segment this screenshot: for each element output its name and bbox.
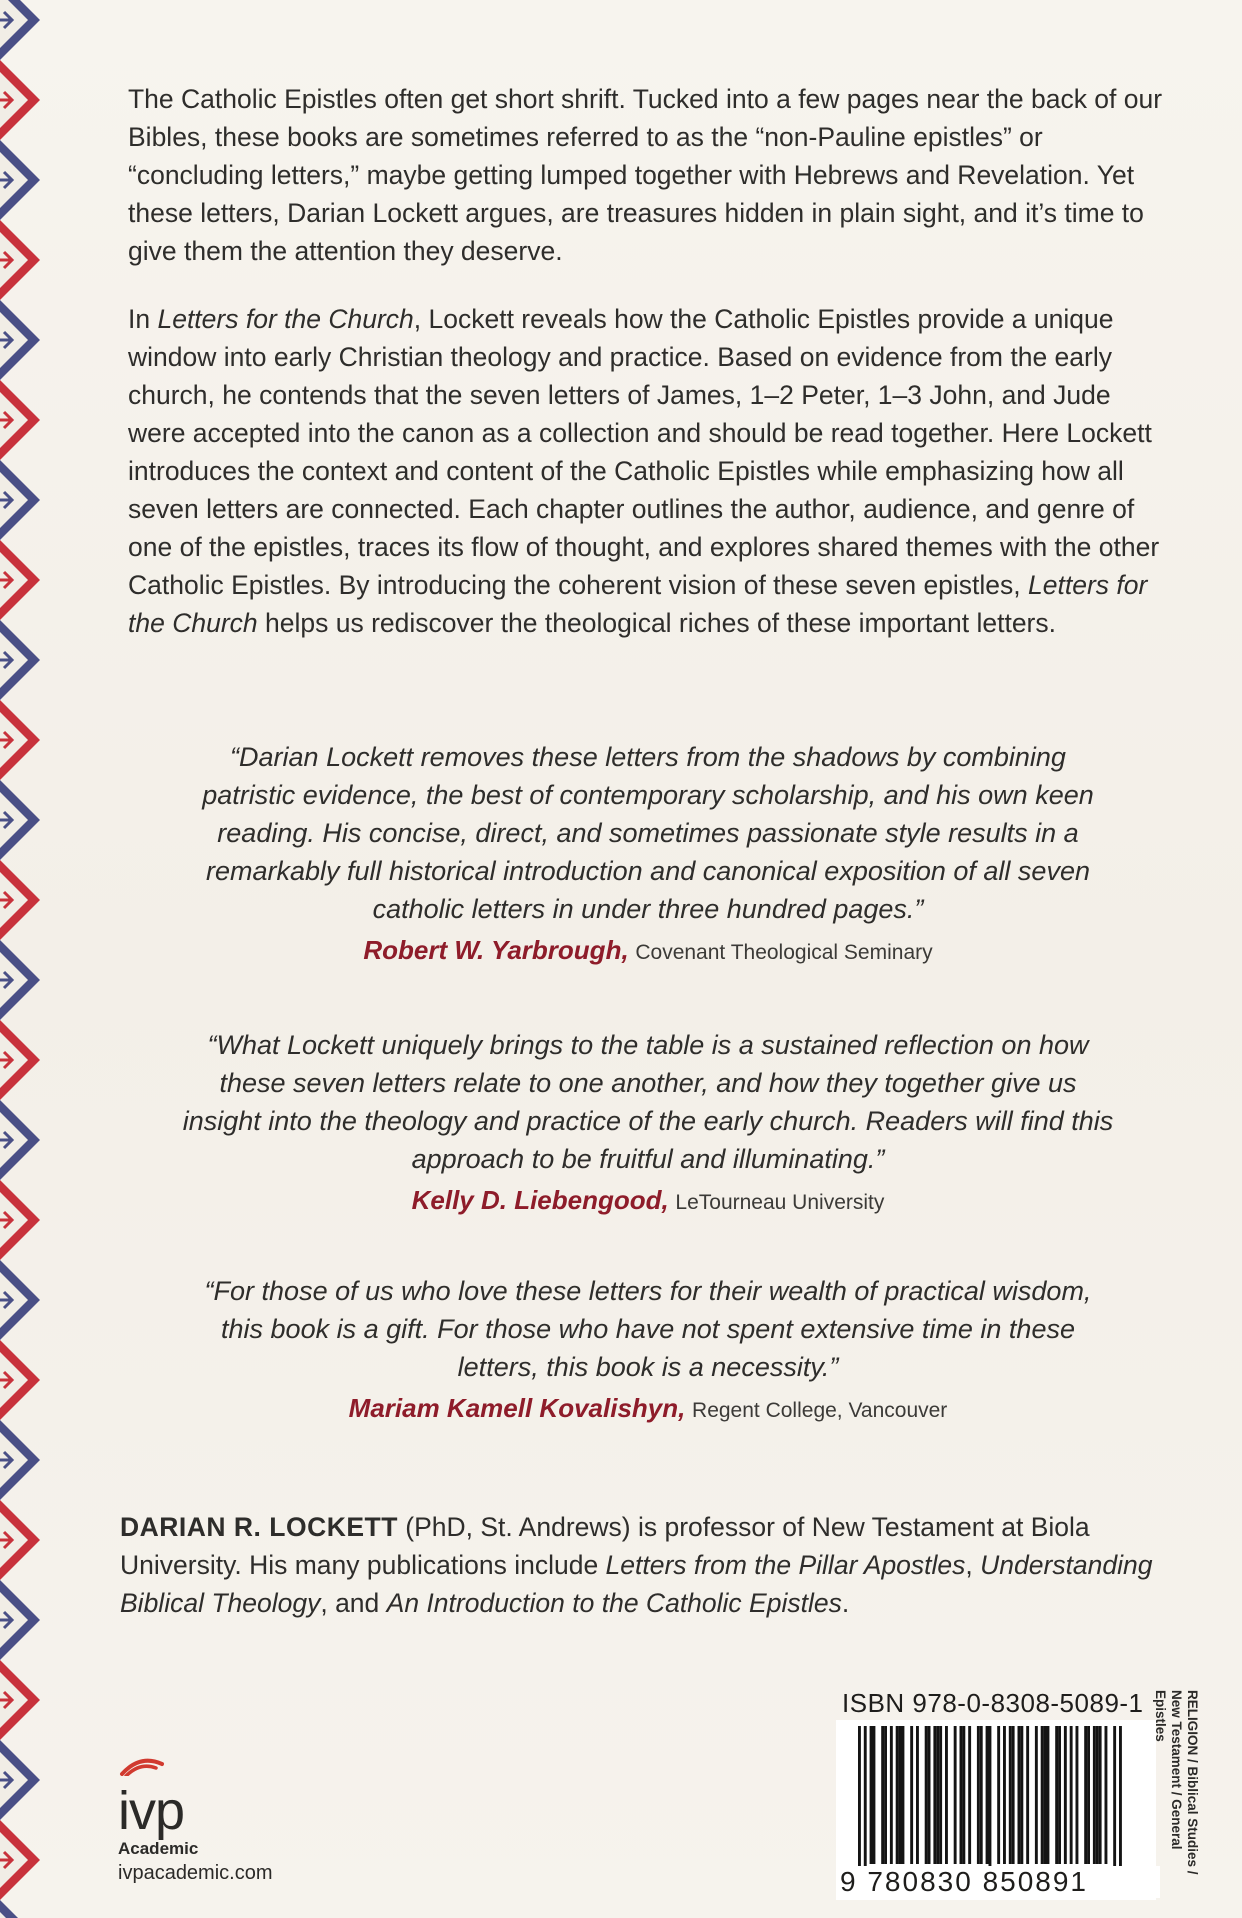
chevron-icon [0, 1900, 40, 1918]
book-title: Letters from the Pillar Apostles [605, 1550, 966, 1580]
bio-text: . [841, 1588, 850, 1618]
endorser-institution: Covenant Theological Seminary [635, 941, 933, 964]
book-title: An Introduction to the Catholic Epistles [386, 1588, 842, 1618]
barcode-bars-icon [836, 1720, 1156, 1870]
endorser-name: Kelly D. Liebengood, [411, 1185, 669, 1215]
publisher-website: ivpacademic.com [118, 1862, 273, 1884]
chevron-icon [0, 780, 40, 860]
description-paragraph-2 [128, 300, 1168, 642]
publisher-logo [118, 1752, 238, 1859]
book-title: Letters for the Church [157, 304, 414, 334]
broadcast-arcs-icon [118, 1752, 168, 1776]
endorsement-quote: “For those of us who love these letters for their wealth of practical wisdom, this book is a gift. For those who have not spent extensive time in these letters, this book is a necessity.” [204, 1276, 1092, 1382]
chevron-icon [0, 1740, 40, 1820]
endorsement [128, 738, 1168, 969]
chevron-icon [0, 700, 40, 780]
chevron-icon [0, 1020, 40, 1100]
chevron-icon [0, 1180, 40, 1260]
subject-category-text: RELIGION / Biblical Studies / New Testament / General Epistles [1153, 1690, 1200, 1875]
chevron-icon [0, 1340, 40, 1420]
chevron-icon [0, 940, 40, 1020]
chevron-border-icon [0, 0, 48, 1918]
bio-text: , and [320, 1588, 387, 1618]
chevron-icon [0, 300, 40, 380]
chevron-icon [0, 860, 40, 940]
chevron-icon [0, 620, 40, 700]
description-text: , Lockett reveals how the Catholic Epistles provide a unique window into early Christian theology and practice. Based on evidence from the early church, he contends that the seven letters of James, 1–2 Peter, 1–3 John, and Jude were accepted into the canon as a collection and should be read together. Here Lockett introduces the context and content of the Catholic Epistles while emphasizing how all seven letters are connected. Each chapter outlines the author, audience, and genre of one of the epistles, traces its flow of thought, and explores shared themes with the other Catholic Epistles. By introducing the coherent vision of these seven epistles, [128, 304, 1160, 600]
endorsement-quote: “Darian Lockett removes these letters from the shadows by combining patristic evidence, the best of contemporary scholarship, and his own keen reading. His concise, direct, and sometimes passionate style results in a remarkably full historical introduction and canonical exposition of all seven catholic letters in under three hundred pages.” [202, 742, 1094, 924]
chevron-icon [0, 140, 40, 220]
endorsement [128, 1026, 1168, 1219]
endorsement [128, 1272, 1168, 1427]
publisher-logo-sub: Academic [118, 1839, 199, 1858]
chevron-icon [0, 220, 40, 300]
description-text: The Catholic Epistles often get short shrift. Tucked into a few pages near the back of our Bibles, these books are sometimes referred to as the “non-Pauline epistles” or “concluding letters,” maybe getting lumped together with Hebrews and Revelation. Yet these letters, Darian Lockett argues, are treasures hidden in plain sight, and it’s time to give them the attention they deserve. [128, 84, 1163, 266]
description-text: In [128, 304, 158, 334]
author-bio [120, 1508, 1170, 1622]
description-text: helps us rediscover the theological riches of these important letters. [257, 608, 1056, 638]
bio-text: , [965, 1550, 981, 1580]
chevron-icon [0, 1580, 40, 1660]
chevron-icon [0, 1100, 40, 1180]
chevron-icon [0, 1500, 40, 1580]
chevron-icon [0, 1660, 40, 1740]
chevron-icon [0, 60, 40, 140]
endorsement-quote: “What Lockett uniquely brings to the table is a sustained reflection on how these seven letters relate to one another, and how they together give us insight into the theology and practice of the early church. Readers will find this approach to be fruitful and illuminating.” [182, 1030, 1114, 1174]
bio-text: (PhD, St. Andrews) is professor of New Testament at Biola University. His many publications include [120, 1512, 1090, 1580]
endorsement-attribution [128, 1392, 1168, 1427]
description-paragraph-1 [128, 80, 1168, 270]
endorser-institution: LeTourneau University [675, 1191, 885, 1214]
isbn-label: ISBN 978-0-8308-5089-1 [842, 1688, 1144, 1718]
chevron-icon [0, 380, 40, 460]
book-title: Understanding Biblical Theology [120, 1550, 1153, 1618]
chevron-icon [0, 540, 40, 620]
endorser-institution: Regent College, Vancouver [692, 1399, 948, 1422]
publisher-logo-word: ivp [118, 1781, 185, 1841]
chevron-icon [0, 1820, 40, 1900]
endorser-name: Robert W. Yarbrough, [363, 935, 629, 965]
chevron-icon [0, 1260, 40, 1340]
endorser-name: Mariam Kamell Kovalishyn, [348, 1393, 686, 1423]
barcode-digits: 9 780830 850891 [836, 1866, 1160, 1898]
chevron-icon [0, 1420, 40, 1500]
author-name: DARIAN R. LOCKETT [120, 1512, 398, 1542]
subject-category [1153, 1690, 1218, 1905]
book-title: Letters for the Church [128, 570, 1148, 638]
chevron-icon [0, 0, 40, 60]
endorsement-attribution [128, 934, 1168, 969]
chevron-icon [0, 460, 40, 540]
endorsement-attribution [128, 1184, 1168, 1219]
